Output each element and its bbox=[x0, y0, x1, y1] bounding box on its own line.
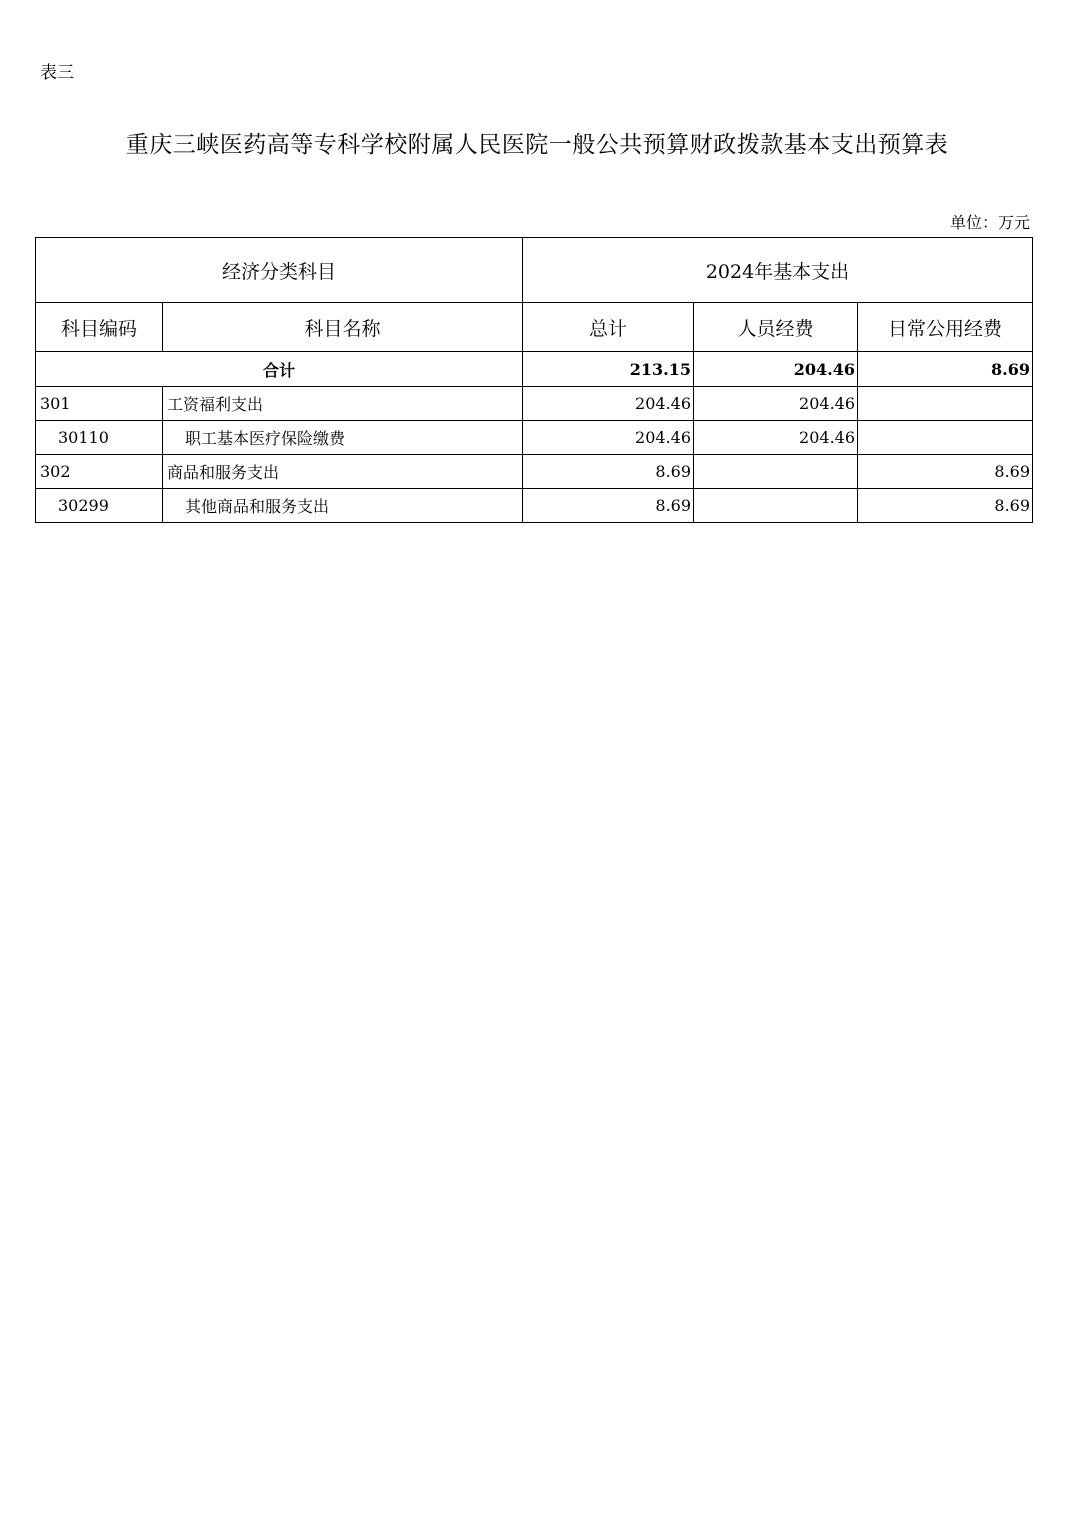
unit-note: 单位：万元 bbox=[949, 213, 1030, 232]
header-public: 日常公用经费 bbox=[858, 303, 1033, 352]
header-total: 总计 bbox=[523, 303, 694, 352]
total-personnel: 204.46 bbox=[694, 352, 858, 387]
row-public: 8.69 bbox=[858, 489, 1033, 523]
table-row bbox=[36, 387, 1033, 421]
row-name: 工资福利支出 bbox=[163, 387, 523, 421]
row-name: 职工基本医疗保险缴费 bbox=[163, 421, 523, 455]
row-code: 30110 bbox=[36, 421, 163, 455]
total-row bbox=[36, 352, 1033, 387]
row-name: 商品和服务支出 bbox=[163, 455, 523, 489]
row-public bbox=[858, 421, 1033, 455]
row-code: 30299 bbox=[36, 489, 163, 523]
table-row bbox=[36, 455, 1033, 489]
row-name: 其他商品和服务支出 bbox=[163, 489, 523, 523]
total-public: 8.69 bbox=[858, 352, 1033, 387]
header-basic-expenditure: 2024年基本支出 bbox=[523, 238, 1033, 303]
header-name: 科目名称 bbox=[163, 303, 523, 352]
row-public: 8.69 bbox=[858, 455, 1033, 489]
header-personnel: 人员经费 bbox=[694, 303, 858, 352]
row-code: 302 bbox=[36, 455, 163, 489]
total-total: 213.15 bbox=[523, 352, 694, 387]
row-public bbox=[858, 387, 1033, 421]
table-label: 表三 bbox=[40, 63, 74, 83]
header-economic-classification: 经济分类科目 bbox=[36, 238, 523, 303]
row-personnel bbox=[694, 455, 858, 489]
row-total: 8.69 bbox=[523, 489, 694, 523]
row-total: 8.69 bbox=[523, 455, 694, 489]
page-title: 重庆三峡医药高等专科学校附属人民医院一般公共预算财政拨款基本支出预算表 bbox=[125, 132, 949, 158]
table-row bbox=[36, 421, 1033, 455]
row-personnel: 204.46 bbox=[694, 387, 858, 421]
header-column-row bbox=[36, 303, 1033, 352]
row-total: 204.46 bbox=[523, 421, 694, 455]
row-code: 301 bbox=[36, 387, 163, 421]
row-personnel bbox=[694, 489, 858, 523]
row-total: 204.46 bbox=[523, 387, 694, 421]
header-code: 科目编码 bbox=[36, 303, 163, 352]
table-row bbox=[36, 489, 1033, 523]
total-label: 合计 bbox=[36, 352, 523, 387]
budget-table bbox=[35, 237, 1033, 523]
header-group-row bbox=[36, 238, 1033, 303]
row-personnel: 204.46 bbox=[694, 421, 858, 455]
